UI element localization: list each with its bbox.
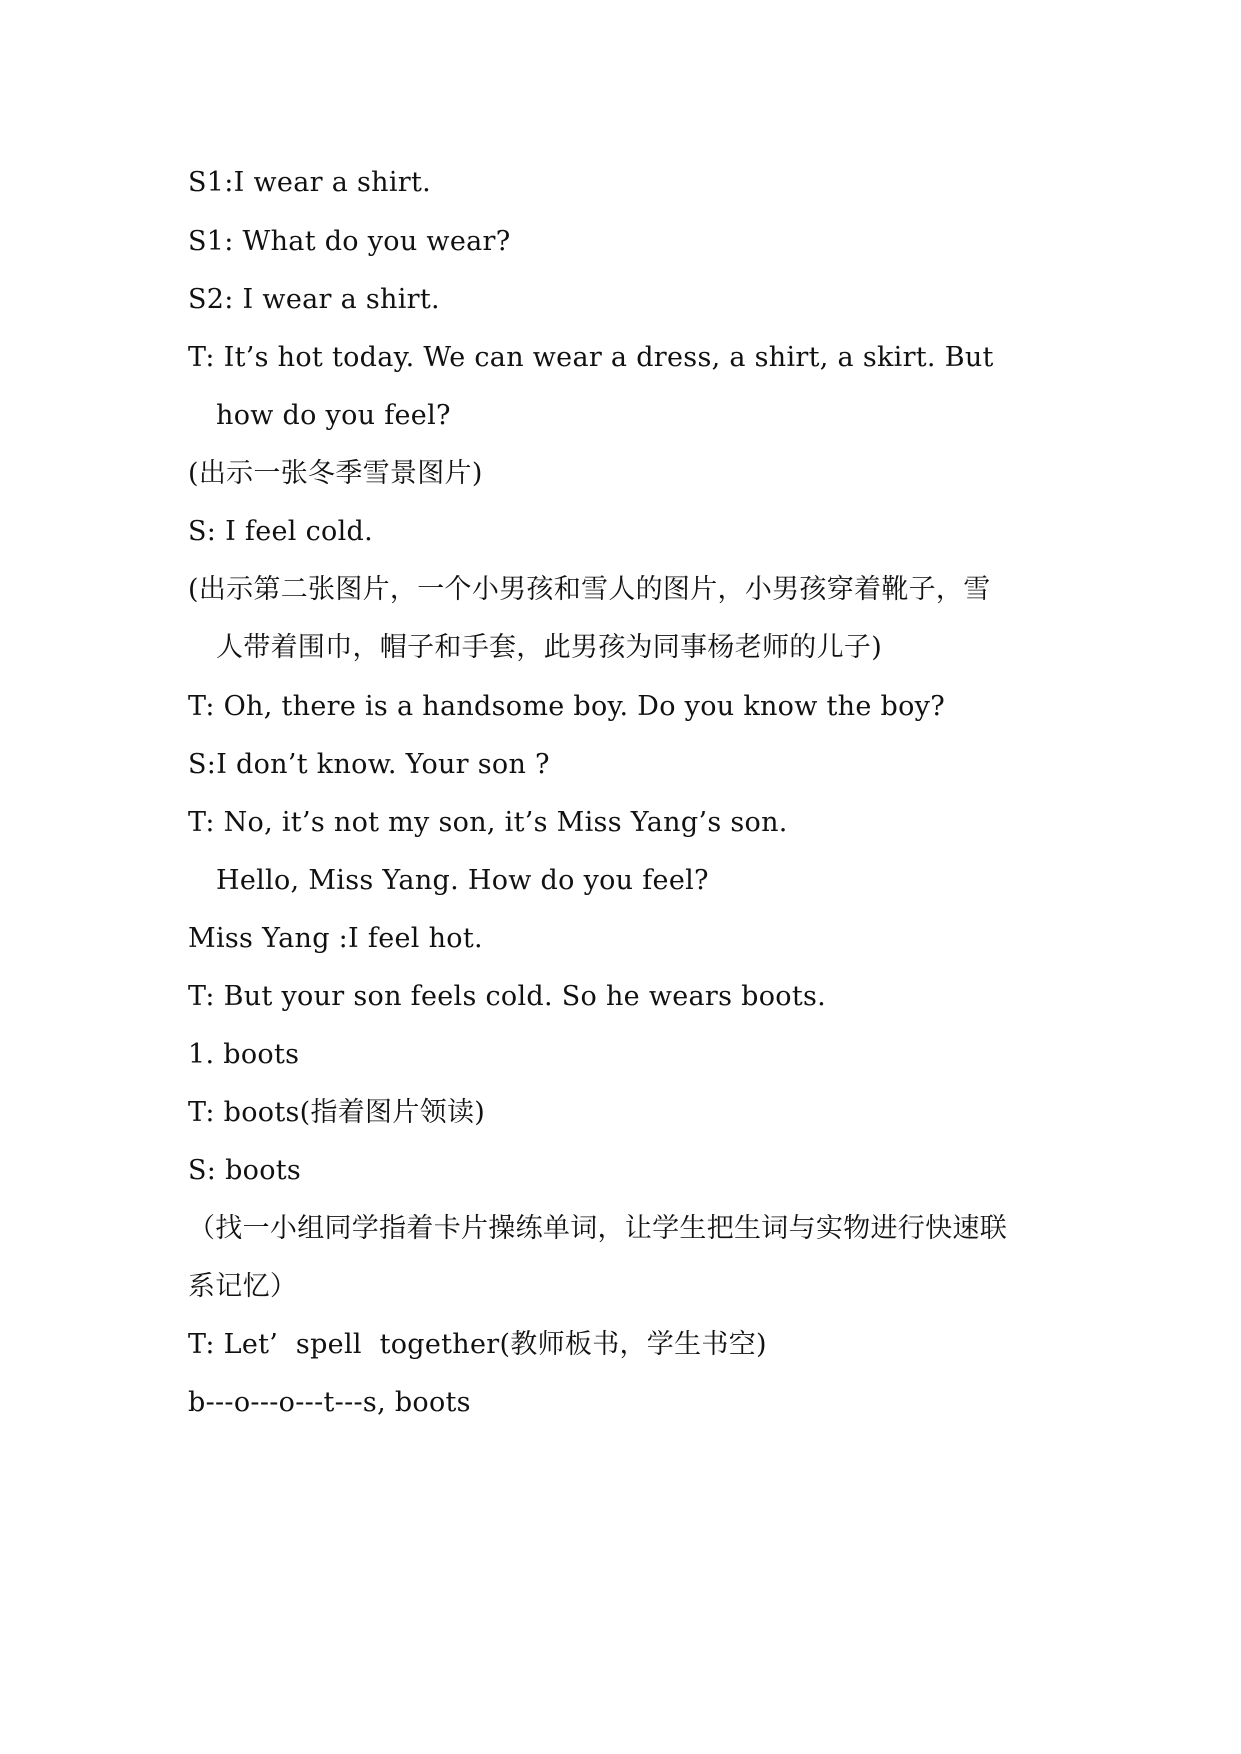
dialogue-line-6: T: Oh, there is a handsome boy. Do you know the boy? — [188, 691, 945, 722]
dialogue-line-4-continued: how do you feel? — [216, 400, 451, 431]
dialogue-line-13: T: Let’ spell together(教师板书，学生书空) — [188, 1329, 767, 1360]
dialogue-line-11: T: boots(指着图片领读) — [188, 1097, 486, 1128]
dialogue-line-7: S:I don’t know. Your son ? — [188, 749, 550, 780]
dialogue-line-5: S: I feel cold. — [188, 516, 373, 547]
stage-direction-2: (出示第二张图片，一个小男孩和雪人的图片，小男孩穿着靴子，雪 — [188, 574, 991, 605]
spelling-line: b---o---o---t---s, boots — [188, 1387, 471, 1418]
dialogue-line-8-continued: Hello, Miss Yang. How do you feel? — [216, 865, 709, 896]
dialogue-line-9: Miss Yang :I feel hot. — [188, 923, 483, 954]
section-heading-boots: 1. boots — [188, 1039, 300, 1070]
stage-direction-3-continued: 系记忆） — [188, 1271, 298, 1302]
dialogue-line-4: T: It’s hot today. We can wear a dress, a shirt, a skirt. But — [188, 342, 994, 373]
stage-direction-2-continued: 人带着围巾，帽子和手套，此男孩为同事杨老师的儿子) — [216, 632, 883, 663]
dialogue-line-8: T: No, it’s not my son, it’s Miss Yang’s son. — [188, 807, 788, 838]
dialogue-line-3: S2: I wear a shirt. — [188, 284, 440, 315]
stage-direction-3: （找一小组同学指着卡片操练单词，让学生把生词与实物进行快速联 — [188, 1213, 1007, 1244]
dialogue-line-12: S: boots — [188, 1155, 302, 1186]
dialogue-line-2: S1: What do you wear? — [188, 226, 511, 257]
dialogue-line-10: T: But your son feels cold. So he wears boots. — [188, 981, 827, 1012]
stage-direction-1: (出示一张冬季雪景图片) — [188, 458, 483, 489]
dialogue-line-1: S1:I wear a shirt. — [188, 167, 431, 198]
